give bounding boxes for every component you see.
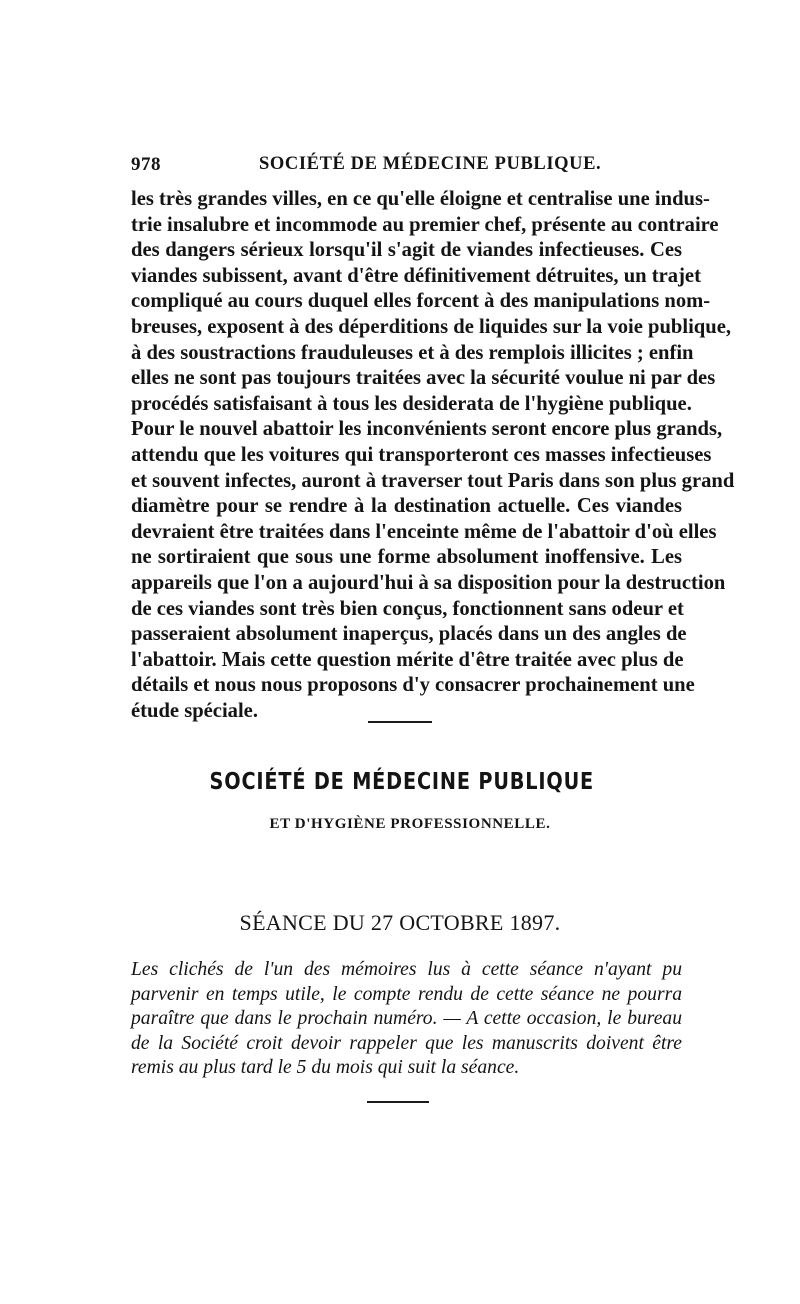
notice-line: Les clichés de l'un des mémoires lus à cette séance n'ayant pu — [131, 959, 682, 980]
closing-divider-rule — [367, 1101, 429, 1103]
body-line: de ces viandes sont très bien conçus, fonctionnent sans odeur et — [131, 597, 684, 620]
body-line: étude spéciale. — [131, 699, 258, 722]
notice-line: paraître que dans le prochain numéro. — A cette occasion, le bureau — [131, 1008, 682, 1030]
body-line: viandes subissent, avant d'être définitivement détruites, un trajet — [131, 264, 701, 287]
body-line: elles ne sont pas toujours traitées avec la sécurité voulue ni par des — [131, 367, 716, 390]
section-divider-rule — [368, 721, 432, 723]
body-line: breuses, exposent à des déperditions de liquides sur la voie publique, — [131, 315, 732, 338]
notice-line: de la Société croit devoir rappeler que les manuscrits doivent être — [131, 1032, 682, 1054]
running-title: SOCIÉTÉ DE MÉDECINE PUBLIQUE. — [259, 154, 602, 174]
page-number: 978 — [131, 154, 161, 175]
body-paragraph — [131, 187, 735, 724]
notice-line: parvenir en temps utile, le compte rendu de cette séance ne pourra — [131, 983, 682, 1005]
body-line: les très grandes villes, en ce qu'elle éloigne et centralise une indus- — [131, 188, 710, 210]
body-line: Pour le nouvel abattoir les inconvénients seront encore plus grands, — [131, 418, 723, 441]
body-line: diamètre pour se rendre à la destination actuelle. Ces viandes — [131, 495, 682, 518]
body-line: et souvent infectes, auront à traverser tout Paris dans son plus grand — [131, 469, 735, 492]
section-title: SOCIÉTÉ DE MÉDECINE PUBLIQUE — [209, 767, 595, 795]
body-line: compliqué au cours duquel elles forcent à des manipulations nom- — [131, 290, 711, 313]
notice-line: remis au plus tard le 5 du mois qui suit la séance. — [131, 1057, 520, 1079]
body-line: devraient être traitées dans l'enceinte même de l'abattoir d'où elles — [131, 520, 717, 543]
running-head — [131, 154, 683, 182]
body-line: attendu que les voitures qui transporteront ces masses infectieuses — [131, 443, 712, 466]
body-line: à des soustractions frauduleuses et à des remplois illicites ; enfin — [131, 341, 694, 364]
body-line: des dangers sérieux lorsqu'il s'agit de viandes infectieuses. Ces — [131, 239, 682, 262]
body-line: trie insalubre et incommode au premier chef, présente au contraire — [131, 213, 719, 236]
body-line: procédés satisfaisant à tous les desiderata de l'hygiène publique. — [131, 392, 692, 415]
body-line: appareils que l'on a aujourd'hui à sa disposition pour la destruction — [131, 571, 726, 594]
body-line: passeraient absolument inaperçus, placés dans un des angles de — [131, 623, 687, 646]
body-line: détails et nous nous proposons d'y consacrer prochainement une — [131, 674, 695, 697]
body-line: ne sortiraient que sous une forme absolument inoffensive. Les — [131, 546, 682, 569]
session-heading: SÉANCE DU 27 OCTOBRE 1897. — [239, 910, 561, 935]
section-subtitle: ET D'HYGIÈNE PROFESSIONNELLE. — [269, 816, 551, 832]
notice-paragraph — [131, 958, 682, 1081]
body-line: l'abattoir. Mais cette question mérite d'être traitée avec plus de — [131, 648, 684, 671]
